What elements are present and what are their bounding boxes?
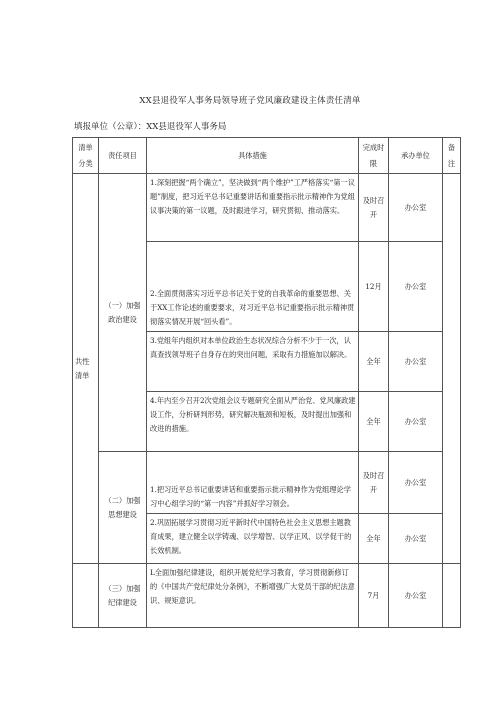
note-cell [443, 174, 461, 564]
header-item: 责任项目 [99, 138, 147, 174]
note-cell [443, 564, 461, 628]
item-cell: （三）加强纪律建设 [99, 564, 147, 628]
table-row [73, 452, 461, 514]
measure-cell: 4.年内至少召开2次党组会议专题研究全面从严治党、党风廉政建设工作，分析研判形势，研究解决瓶颈和短板，及时提出加强和改进的措施。 [147, 392, 359, 452]
header-deadline: 完成时限 [359, 138, 389, 174]
table-row [73, 174, 461, 242]
table-row [73, 564, 461, 628]
deadline-cell: 7月 [359, 564, 389, 628]
unit-cell: 办公室 [389, 392, 443, 452]
header-note: 备注 [443, 138, 461, 174]
item-cell: （一）加强政治建设 [99, 174, 147, 452]
unit-cell: 办公室 [389, 174, 443, 242]
item-cell: （二）加强思想建设 [99, 452, 147, 564]
document-title: XX县退役军人事务局领导班子党风廉政建设主体责任清单 [139, 96, 361, 106]
unit-cell: 办公室 [389, 332, 443, 392]
deadline-cell: 全年 [359, 514, 389, 564]
unit-cell: 办公室 [389, 242, 443, 332]
deadline-cell: 全年 [359, 392, 389, 452]
deadline-cell: 及时召开 [359, 452, 389, 514]
fill-unit-line: 填报单位（公章）：XX县退役军人事务局 [74, 122, 227, 132]
measure-cell: 2.全面贯彻落实习近平总书记关于党的自我革命的重要思想、关于XX工作论述的重要要求，对习近平总书记重要指示批示精神贯彻落实情况开展“回头看”。 [147, 242, 359, 332]
deadline-cell: 全年 [359, 332, 389, 392]
measure-cell: L全面加强纪律建设，组织开展党纪学习教育，学习贯彻新修订的《中国共产党纪律处分条例》，不断增强广大党员干部的纪法意识、规矩意识。 [147, 564, 359, 628]
measure-cell: 1.把习近平总书记重要讲话和重要指示批示精神作为党组理论学习中心组学习的“第一内容”并抓好学习领会。 [147, 452, 359, 514]
deadline-cell: 及时召开 [359, 174, 389, 242]
header-category: 清单分类 [73, 138, 99, 174]
deadline-cell: 12月 [359, 242, 389, 332]
category-cell [73, 564, 99, 628]
category-cell: 共性清单 [73, 174, 99, 564]
header-unit: 承办单位 [389, 138, 443, 174]
measure-cell: 2.巩固拓展学习贯彻习近平新时代中国特色社会主义思想主题教育成果，建立健全以学铸魂、以学增智、以学正风、以学促干的长效机制。 [147, 514, 359, 564]
responsibility-table [72, 137, 461, 628]
header-measures: 具体措施 [147, 138, 359, 174]
measure-cell: 3.党组年内组织对本单位政治生态状况综合分析不少于一次，认真查找领导班子自身存在的突出问题，采取有力措施加以解决。 [147, 332, 359, 392]
measure-cell: 1.深刻把握“两个确立”，坚决做到“两个维护”工严格落实“第一议题”制度，把习近平总书记重要讲话和重要指示批示精神作为党组议事决策的第一议题，及时跟进学习，研究贯彻、推动落实。 [147, 174, 359, 242]
unit-cell: 办公室 [389, 514, 443, 564]
header-row [73, 138, 461, 174]
unit-cell: 办公室 [389, 452, 443, 514]
unit-cell: 办公室 [389, 564, 443, 628]
